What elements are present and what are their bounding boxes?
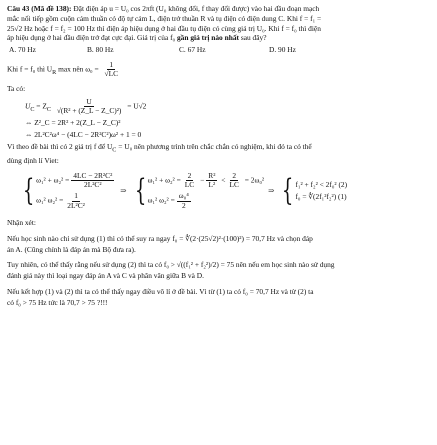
choice-c: C. 67 Hz (179, 45, 206, 55)
question-line-3: 25√2 Hz hoặc f = f₂ = 100 Hz thì điện áp hiệu dụng ở hai đầu tụ điện có cùng giá trị U₀. Khi f = f₀ thì điện (7, 23, 321, 33)
brace-2: { (134, 172, 146, 208)
system-col-3: f₁² + f₂² < 2f₀² (2) f₀ = ∜(2f₁²f₂²) (1) (295, 179, 348, 202)
question-label: Câu 43 (Mã đề 138): (7, 4, 72, 13)
question-line-2: mắc nối tiếp gồm cuộn cảm thuần có độ tự cảm L, điện trở thuần R và tụ điện có điện dung C. Khi f = f₁ = (7, 13, 322, 23)
implies-arrow-2: ⇒ (268, 186, 275, 196)
choice-a: A. 70 Hz (9, 45, 36, 55)
uc-equation-block (19, 98, 431, 139)
implies-arrow-1: ⇒ (120, 186, 127, 196)
brace-3: { (282, 172, 294, 208)
question-line-1: Câu 43 (Mã đề 138): Đặt điện áp u = U₀ cos 2πft (U₀ không đổi, f thay đổi được) vào hai đầu đoạn mạch (7, 4, 320, 13)
viete-paragraph: Vì theo đề bài thì có 2 giá trị f để $U_C = U_0$ nên phương trình trên chắc chắn có nghiệm, khi đó ta có thể dùng định lí Viet: (7, 142, 312, 166)
question-emphasis: gần giá trị nào nhất (176, 33, 239, 43)
resonance-condition: Khi f = f₀ thì $U_R$ max nên ω₀ = $\frac{1}{√LC}$ (7, 60, 119, 78)
ta-co-heading: Ta có: (7, 84, 26, 94)
choice-b: B. 80 Hz (87, 45, 114, 55)
remark-paragraph-1: Nếu học sinh nào chỉ sử dụng (1) thì có thể suy ra ngay f₀ = ∜(2·(25√2)²·(100)²) = 70,7 Hz và chọn đáp án A. (Cũng chính là đáp án mà Bộ đưa ra). (7, 233, 313, 254)
answer-choices (7, 45, 431, 55)
brace-1: { (22, 172, 35, 208)
choice-d: D. 90 Hz (269, 45, 296, 55)
question-line-4: áp hiệu dụng ở hai đầu điện trở đạt cực đại. Giá trị của f₀ gần giá trị nào nhất sau đây? (7, 33, 267, 43)
omega-quartic-equation: ⇔ 2L²C²ω⁴ − (4LC − 2R²C²)ω² + 1 = 0 (25, 129, 142, 139)
remark-paragraph-3: Nếu kết hợp (1) và (2) thì ta có thể thấy ngay điều vô lí ở đề bài. Vì từ (1) ta có f₀ = 70,7 Hz và từ (2) ta có f₀ > 75 Hz tức là 70,7 > 75 ?!!! (7, 286, 314, 307)
omega0-fraction: $\frac{1}{√LC}$ (104, 60, 119, 78)
zc-equation: ⇔ Z²_C = 2R² + 2(Z_L − Z_C)² (25, 117, 121, 127)
remark-paragraph-2: Tuy nhiên, có thể thấy rằng nếu sử dụng (2) thì ta có f₀ > √((f₁² + f₂²)/2) = 75 nên nếu em học sinh nào sử dụng đánh giá này thì loại ngay đáp án A và C và phân vân giữa B và D. (7, 260, 335, 281)
system-col-1: ω₁² + ω₂² = $\frac{\text{4LC − 2R²C²}}{\text{2L²C²}}$ ω₁² ω₂² = $\frac{1}{\text{2L²C²}}$ (36, 170, 113, 210)
uc-equation: $U_C = Z_C$ $\frac{U}{\text{√(R² + (Z\_L − Z\_C)²)}}$ = U√2 (25, 97, 147, 116)
system-col-2: ω₁² + ω₂² = $\frac{2}{LC}$ − $\frac{\text{R²}}{\text{L²}}$ < $\frac{2}{LC}$ = 2ω₀² ω₁² ω₂² = $\frac{\text{ω₀⁴}}{2}$ (147, 170, 265, 210)
viete-system (19, 172, 431, 210)
uc-fraction: $\frac{U}{\text{√(R² + (Z\_L − Z\_C)²)}}$ (56, 97, 122, 116)
nhan-xet-heading: Nhận xét: (7, 218, 36, 228)
question-block (7, 4, 431, 43)
